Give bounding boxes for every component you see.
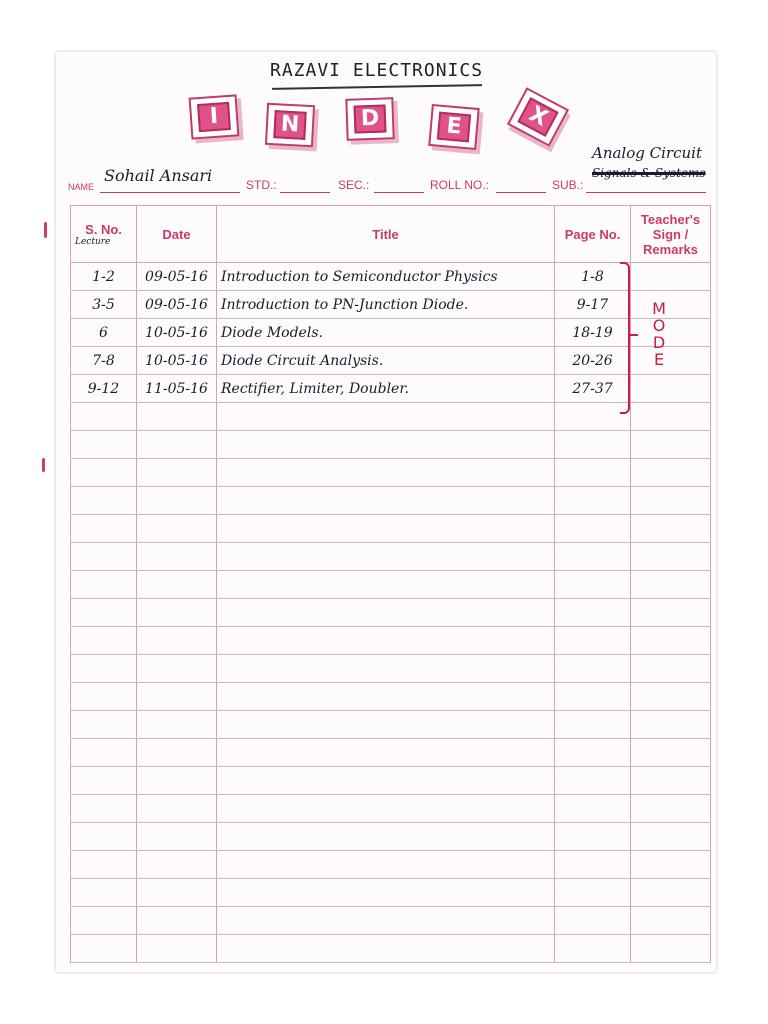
cell-date: 10-05-16 [137,319,217,347]
index-tile: D [345,97,394,141]
cell-page [555,795,631,823]
cell-page [555,543,631,571]
remark-mark: MODE [652,299,666,369]
cell-title: Introduction to Semiconductor Physics [217,263,555,291]
table-row [71,375,711,403]
cell-page [555,515,631,543]
cell-page: 27-37 [555,375,631,403]
cell-date [137,403,217,431]
cell-remarks [631,823,711,851]
cell-sno [71,711,137,739]
index-tile: N [265,103,315,147]
index-body [71,263,711,963]
cell-sno [71,515,137,543]
cell-remarks [631,515,711,543]
cell-date [137,599,217,627]
cell-title [217,907,555,935]
empty-row [71,935,711,963]
cell-title [217,599,555,627]
remark-brace [620,262,630,414]
remarks-header: Teacher's Sign / Remarks [631,206,711,263]
empty-row [71,459,711,487]
book-title: RAZAVI ELECTRONICS [270,60,484,81]
cell-date [137,711,217,739]
cell-page: 20-26 [555,347,631,375]
cell-page [555,599,631,627]
cell-title [217,823,555,851]
cell-remarks [631,263,711,291]
cell-remarks [631,795,711,823]
subject-underline [586,192,706,193]
table-row [71,291,711,319]
empty-row [71,515,711,543]
subject-struck-out: Signals & Systems [592,166,706,180]
cell-sno: 9-12 [71,375,137,403]
empty-row [71,543,711,571]
cell-sno [71,655,137,683]
cell-page [555,683,631,711]
cell-page [555,935,631,963]
cell-title [217,403,555,431]
margin-mark [42,458,45,472]
cell-page [555,655,631,683]
cell-page [555,711,631,739]
cell-page [555,431,631,459]
cell-sno [71,543,137,571]
cell-remarks [631,319,711,347]
cell-remarks [631,599,711,627]
sec-underline [374,192,424,193]
cell-remarks [631,907,711,935]
cell-remarks [631,403,711,431]
cell-sno: 1-2 [71,263,137,291]
index-table [70,205,711,963]
cell-title [217,739,555,767]
empty-row [71,655,711,683]
title-header: Title [217,206,555,263]
cell-sno [71,431,137,459]
cell-date [137,879,217,907]
cell-sno: 6 [71,319,137,347]
cell-title: Rectifier, Limiter, Doubler. [217,375,555,403]
cell-sno [71,739,137,767]
cell-remarks [631,627,711,655]
roll-no-label: ROLL NO.: [430,178,489,192]
name-underline [100,192,240,193]
empty-row [71,683,711,711]
empty-row [71,739,711,767]
index-tile: E [428,104,479,150]
cell-page [555,767,631,795]
std-label: STD.: [246,178,277,192]
cell-date [137,823,217,851]
cell-title [217,767,555,795]
cell-remarks [631,543,711,571]
cell-title [217,487,555,515]
header-row [71,206,711,263]
cell-title [217,935,555,963]
cell-sno [71,907,137,935]
empty-row [71,627,711,655]
cell-sno [71,767,137,795]
cell-page [555,851,631,879]
cell-sno [71,599,137,627]
cell-page: 9-17 [555,291,631,319]
empty-row [71,795,711,823]
cell-remarks [631,571,711,599]
sno-header: S. No. Lecture [71,206,137,263]
name-value: Sohail Ansari [104,166,213,185]
cell-sno [71,683,137,711]
table-row [71,347,711,375]
cell-remarks [631,655,711,683]
cell-title: Diode Models. [217,319,555,347]
cell-date [137,683,217,711]
cell-page [555,487,631,515]
cell-remarks [631,739,711,767]
cell-page [555,907,631,935]
empty-row [71,851,711,879]
cell-title [217,879,555,907]
empty-row [71,431,711,459]
cell-title [217,431,555,459]
cell-date [137,907,217,935]
cell-remarks [631,347,711,375]
cell-page: 18-19 [555,319,631,347]
cell-page [555,823,631,851]
cell-title [217,571,555,599]
cell-sno [71,879,137,907]
cell-sno [71,935,137,963]
roll-no-underline [496,192,546,193]
cell-title [217,711,555,739]
cell-date [137,739,217,767]
empty-row [71,403,711,431]
cell-sno [71,459,137,487]
cell-title [217,851,555,879]
cell-date [137,459,217,487]
sec-label: SEC.: [338,178,370,192]
cell-date: 09-05-16 [137,291,217,319]
cell-title [217,459,555,487]
cell-title: Introduction to PN-Junction Diode. [217,291,555,319]
cell-remarks [631,375,711,403]
empty-row [71,767,711,795]
cell-sno [71,403,137,431]
cell-date: 10-05-16 [137,347,217,375]
empty-row [71,823,711,851]
subject-value: Analog Circuit [592,144,702,162]
cell-date [137,487,217,515]
subject-label: SUB.: [552,178,584,192]
cell-date [137,431,217,459]
cell-remarks [631,851,711,879]
cell-page: 1-8 [555,263,631,291]
cell-page [555,879,631,907]
remark-brace-tip [628,334,638,336]
cell-remarks [631,683,711,711]
cell-sno [71,627,137,655]
std-underline [280,192,330,193]
cell-date: 09-05-16 [137,263,217,291]
cell-title [217,655,555,683]
index-tile: X [507,87,569,147]
cell-date [137,935,217,963]
cell-date [137,851,217,879]
cell-date [137,571,217,599]
cell-date [137,795,217,823]
cell-sno [71,851,137,879]
cell-remarks [631,291,711,319]
cell-page [555,459,631,487]
empty-row [71,711,711,739]
cell-remarks [631,935,711,963]
cell-sno: 7-8 [71,347,137,375]
lecture-sublabel: Lecture [75,236,111,247]
cell-remarks [631,767,711,795]
cell-remarks [631,431,711,459]
empty-row [71,487,711,515]
cell-date: 11-05-16 [137,375,217,403]
table-row [71,319,711,347]
cell-page [555,739,631,767]
date-header: Date [137,206,217,263]
empty-row [71,879,711,907]
index-tile: I [189,94,240,139]
page-header: Page No. [555,206,631,263]
cell-page [555,627,631,655]
empty-row [71,571,711,599]
cell-sno [71,823,137,851]
cell-date [137,767,217,795]
cell-title [217,795,555,823]
cell-date [137,543,217,571]
cell-sno: 3-5 [71,291,137,319]
cell-sno [71,487,137,515]
cell-title: Diode Circuit Analysis. [217,347,555,375]
cell-title [217,543,555,571]
cell-date [137,655,217,683]
cell-date [137,627,217,655]
cell-title [217,515,555,543]
cell-sno [71,795,137,823]
cell-title [217,627,555,655]
cell-title [217,683,555,711]
cell-remarks [631,487,711,515]
table-row [71,263,711,291]
cell-date [137,515,217,543]
margin-mark [44,222,47,238]
empty-row [71,599,711,627]
cell-page [555,571,631,599]
empty-row [71,907,711,935]
cell-sno [71,571,137,599]
cell-remarks [631,879,711,907]
name-label: NAME [68,182,95,192]
cell-remarks [631,711,711,739]
cell-remarks [631,459,711,487]
